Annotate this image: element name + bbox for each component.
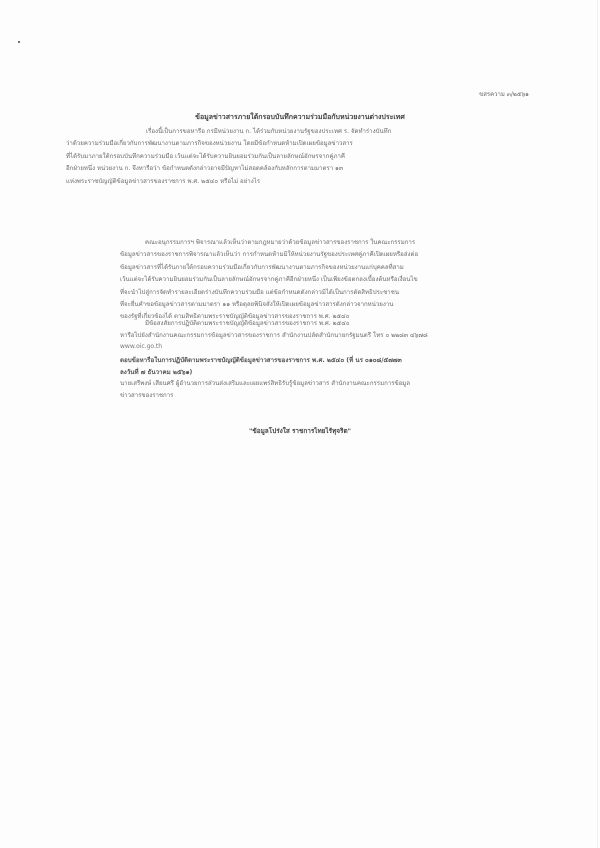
page-number: ขสรความ ๓/๒๕๖๑ [479, 91, 529, 98]
paragraph-3 [120, 318, 525, 343]
paragraph-1 [66, 126, 528, 188]
document-title: ข้อมูลข่าวสารภายใต้กรอบบันทึกความร่วมมือกับหน่วยงานต่างประเทศ [195, 113, 405, 121]
paragraph-2-line: คณะอนุกรรมการฯ พิจารณาแล้วเห็นว่าตามกฎหมายว่าด้วยข้อมูลข่าวสารของราชการ ในคณะกรรมการ [145, 239, 416, 246]
paragraph-4 [120, 378, 525, 403]
paragraph-1-line: ว่าด้วยความร่วมมือเกี่ยวกับการพัฒนางานตามภารกิจของหน่วยงาน โดยมีข้อกำหนดห้ามเปิดเผยข้อมูลข่าวสาร [66, 140, 353, 148]
paragraph-1-line: อีกฝ่ายหนึ่ง หน่วยงาน ก. จึงหารือว่า ข้อกำหนดดังกล่าวอาจมีปัญหาไม่สอดคล้องกับหลักการตามมาตรา ๑๓ [66, 165, 344, 173]
paragraph-2-line: ข้อมูลข่าวสารของราชการพิจารณาแล้วเห็นว่า การกำหนดห้ามมิให้หน่วยงานรัฐของประเทศคู่ภาคีเปิดเผยหรือส่งต่อ [120, 251, 419, 259]
reference-date: ลงวันที่ ๗ ธันวาคม ๒๕๖๑) [120, 369, 193, 376]
paragraph-4-line: ข่าวสารของราชการ [120, 392, 174, 400]
website-link[interactable]: www.oic.go.th [120, 343, 163, 350]
slogan: "ข้อมูลโปร่งใส ราชการไทยไร้ทุจริต" [249, 427, 351, 435]
reference-line: ตอบข้อหารือในการปฏิบัติตามพระราชบัญญัติข้อมูลข่าวสารของราชการ พ.ศ. ๒๕๔๐ (ที่ นร ๐๑๐๘/๕๗๗๓ [120, 357, 402, 364]
scan-edge [597, 0, 598, 848]
paragraph-2 [120, 237, 525, 324]
paragraph-2-line: เว้นแต่จะได้รับความยินยอมร่วมกันเป็นลายลักษณ์อักษรจากคู่ภาคีอีกฝ่ายหนึ่ง เป็นเพียงข้อตกลงเบื้องต้นหรือเงื่อนไข [120, 276, 418, 284]
paragraph-2-line: ข้อมูลข่าวสารที่ได้รับภายใต้กรอบความร่วมมือเกี่ยวกับการพัฒนางานตามภารกิจของหน่วยงานแก่บุคคลที่สาม [120, 263, 404, 271]
paragraph-3-line: หารือไปยังสำนักงานคณะกรรมการข้อมูลข่าวสารของราชการ สำนักงานปลัดสำนักนายกรัฐมนตรี โทร ๐ ๒๒๘๓ ๔๖๗๘ [120, 332, 428, 340]
paragraph-1-line: แห่งพระราชบัญญัติข้อมูลข่าวสารของราชการ พ.ศ. ๒๕๔๐ หรือไม่ อย่างไร [66, 177, 261, 185]
scan-speck [18, 41, 20, 43]
paragraph-2-line: ของรัฐที่เกี่ยวข้องได้ ตามสิทธิตามพระราชบัญญัติข้อมูลข่าวสารของราชการ พ.ศ. ๒๕๔๐ [120, 313, 350, 321]
paragraph-1-line: ที่ได้รับมาภายใต้กรอบบันทึกความร่วมมือ เว้นแต่จะได้รับความยินยอมร่วมกันเป็นลายลักษณ์อักษรจากคู่ภาคี [66, 152, 345, 160]
paragraph-4-line: นายเสรีพงษ์ เสียนศรี ผู้อำนวยการส่วนส่งเสริมและเผยแพร่สิทธิรับรู้ข้อมูลข่าวสาร สำนักงานคณะกรรมการข้อมูล [120, 380, 411, 387]
paragraph-1-line: เรื่องนี้เป็นการขอหารือ กรมีหน่วยงาน ก. ได้ร่วมกับหน่วยงานรัฐของประเทศ ร. จัดทำร่างบันทึก [146, 128, 392, 135]
paragraph-2-line: ที่จะนำไปสู่การจัดทำรายละเอียดร่างบันทึกความร่วมมือ แต่ข้อกำหนดดังกล่าวมิได้เป็นการตัดสิทธิประชาชน [120, 288, 400, 296]
paragraph-2-line: ที่จะยื่นคำขอข้อมูลข่าวสารตามมาตรา ๑๑ หรือดุลยพินิจสั่งให้เปิดเผยข้อมูลข่าวสารดังกล่าวจากหน่วยงาน [120, 301, 394, 309]
paragraph-3-line: มีข้อสงสัยการปฏิบัติตามพระราชบัญญัติข้อมูลข่าวสารของราชการ พ.ศ. ๒๕๔๐ [145, 320, 350, 327]
